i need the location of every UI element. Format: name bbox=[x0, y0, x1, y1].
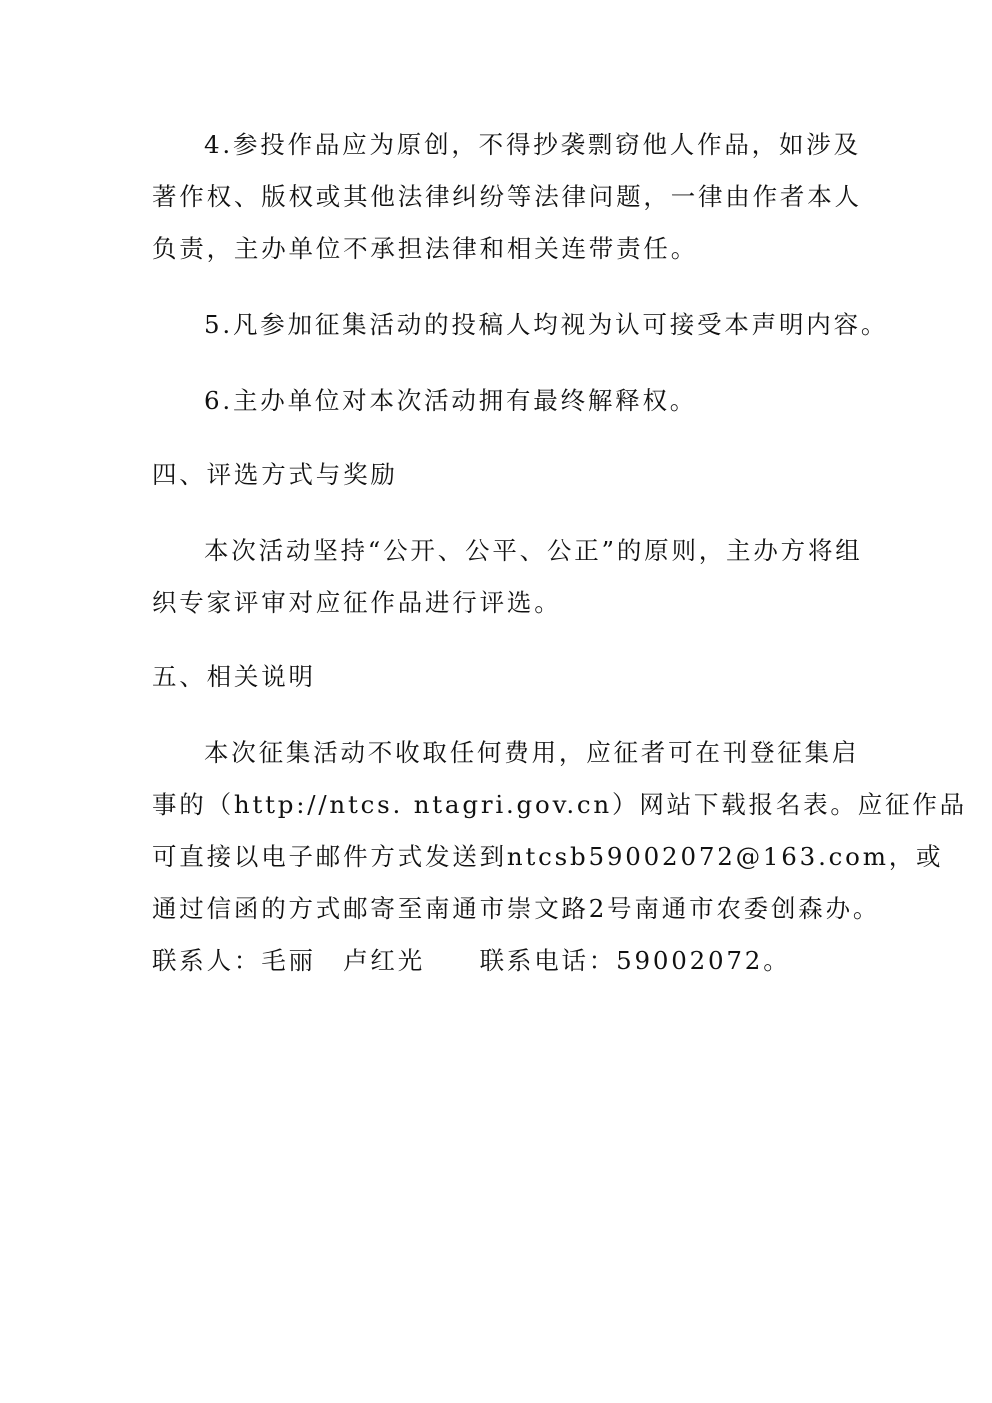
contact-line: 联系人：毛丽 卢红光 联系电话：59002072。 bbox=[152, 946, 791, 975]
item4-line-1: 4.参投作品应为原创，不得抄袭剽窃他人作品，如涉及 bbox=[204, 130, 861, 159]
section4-heading: 四、评选方式与奖励 bbox=[152, 460, 398, 489]
section5-line-1: 本次征集活动不收取任何费用，应征者可在刊登征集启 bbox=[204, 738, 860, 767]
section5-line-3: 可直接以电子邮件方式发送到ntcsb59002072@163.com，或 bbox=[152, 842, 944, 871]
section5-heading: 五、相关说明 bbox=[152, 662, 316, 691]
section5-line-2: 事的（http://ntcs. ntagri.gov.cn）网站下载报名表。应征作品 bbox=[152, 790, 967, 819]
item4-line-3: 负责，主办单位不承担法律和相关连带责任。 bbox=[152, 234, 698, 263]
section5-line-4: 通过信函的方式邮寄至南通市崇文路2号南通市农委创森办。 bbox=[152, 894, 881, 923]
section4-line-1: 本次活动坚持“公开、公平、公正”的原则，主办方将组 bbox=[204, 536, 863, 565]
item6-text: 6.主办单位对本次活动拥有最终解释权。 bbox=[204, 386, 698, 415]
item4-line-2: 著作权、版权或其他法律纠纷等法律问题，一律由作者本人 bbox=[152, 182, 862, 211]
item5-text: 5.凡参加征集活动的投稿人均视为认可接受本声明内容。 bbox=[204, 310, 889, 339]
section4-line-2: 织专家评审对应征作品进行评选。 bbox=[152, 588, 562, 617]
